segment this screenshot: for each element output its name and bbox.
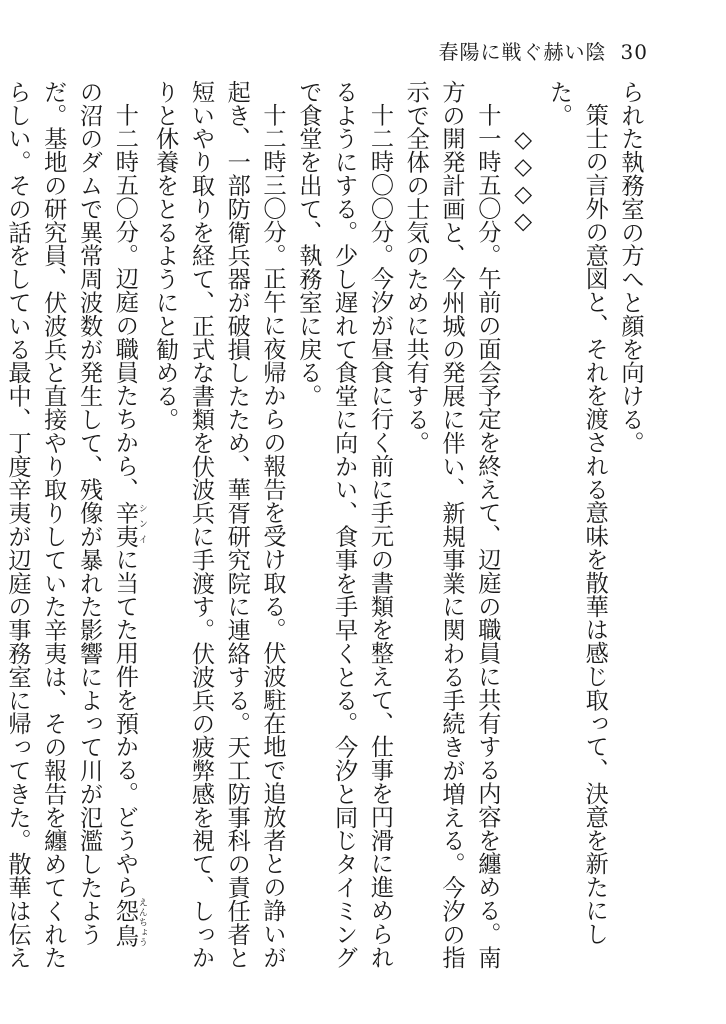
ruby-enchou-reading: えんちょう [136, 898, 147, 949]
paragraph-continuation: られた執務室の方へと顔を向ける。 [617, 80, 644, 455]
ruby-shinyi-base: 辛夷 [111, 501, 139, 548]
page-number: 30 [620, 40, 648, 64]
paragraph-resolve: 策士の言外の意図と、それを渡される意味を散華は感じ取って、決意を新たにした。 [545, 80, 609, 946]
paragraph-1200: 十二時〇〇分。今汐が昼食に行く前に手元の書類を整えて、仕事を円滑に進められるようにする。少し遅れて食堂に向かい、食事を手早くとる。今汐と同じタイミングで食堂を出て、執務室に戻る。 [294, 80, 394, 970]
running-header [439, 36, 648, 65]
vertical-text-body [3, 80, 648, 970]
ruby-shinyi-reading: シンイ [136, 501, 147, 548]
paragraph-1250-part-b: に当てた用件を預かる。どうやら [111, 547, 139, 899]
paragraph-1250-part-c: の沼のダムで異常周波数が発生して、残像が暴れた影響によって川が氾濫したようだ。基地の研究員、伏波兵と直接やり取りしていた辛夷は、その報告を纏めてくれたらしい。その話をしている最中、丁度辛夷が辺庭の事務室に帰ってきた。散華は伝え [3, 80, 103, 970]
ruby-enchou-base: 怨鳥 [111, 898, 139, 949]
paragraph-1150: 十一時五〇分。午前の面会予定を終えて、辺庭の職員に共有する内容を纏める。南方の開発計画と、今州城の発展に伴い、新規事業に関わる手続きが増える。今汐の指示で全体の士気のために共有する。 [402, 80, 501, 970]
paragraph-1230: 十二時三〇分。正午に夜帰からの報告を受け取る。伏波駐在地で追放者との諍いが起き、一部防衛兵器が破損したため、華胥研究院に連絡する。天工防事科の責任者と短いやり取りを経て、正式な書類を伏波兵に手渡す。伏波兵の疲弊感を視て、しっかりと休養をとるようにと勧める。 [151, 80, 287, 970]
ruby-shinyi [111, 501, 147, 548]
book-title: 春陽に戦ぐ赫い陰 [438, 40, 607, 64]
paragraph-1250-part-a: 十二時五〇分。辺庭の職員たちから、 [111, 103, 139, 501]
paragraph-1250 [0, 80, 147, 970]
ruby-enchou [111, 898, 147, 949]
section-divider: ◇◇◇◇ [509, 126, 537, 236]
